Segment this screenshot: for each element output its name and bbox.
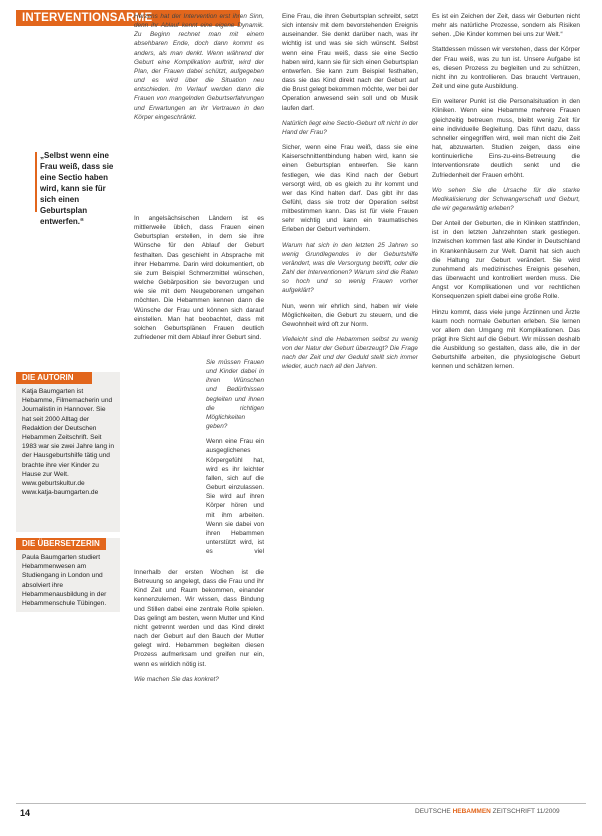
journal-prefix: DEUTSCHE	[415, 808, 451, 815]
author-box-heading: DIE AUTORIN	[16, 372, 92, 384]
interview-question: Warum hat sich in den letzten 25 Jahren so wenig Grundlegendes in der Geburtshilfe verändert, was die Versorgung betrifft, oder die Zahl der Interventionen? Warum sind die Raten so hoch und so wenig Frauen vorher aufgeklärt?	[282, 241, 418, 295]
footer-rule	[16, 803, 586, 804]
body-paragraph: In angelsächsischen Ländern ist es mittlerweile üblich, dass Frauen einen Geburtsplan erstellen, in dem sie ihre Wünsche für den Ablauf der Geburt festhalten. Das geschieht in Absprache mit ihrer Hebamme. Darin wird dokumentiert, ob sie zum Beispiel Schmerzmittel wünschen, welche Gebärposition sie bevorzugen und wie sie mit dem Neugeborenen umgehen möchten. Die Hebammen kennen dann die Wünsche der Frau und können sich darauf einstellen. Man hat beobachtet, dass mit solchen Geburtsplänen Frauen deutlich zufriedener mit dem Ablauf ihrer Geburt sind.	[134, 215, 264, 342]
column-1-narrow	[206, 358, 264, 556]
translator-box-heading: DIE ÜBERSETZERIN	[16, 538, 106, 550]
section-header: INTERVENTIONSARME GEBURTSHILFE	[16, 10, 240, 26]
journal-footer	[415, 808, 560, 815]
pull-quote: „Selbst wenn eine Frau weiß, dass sie eine Sectio haben wird, kann sie für sich einen Geburtsplan entwerfen.“	[40, 151, 114, 226]
journal-suffix: ZEITSCHRIFT 11/2009	[492, 808, 560, 815]
column-1-top	[134, 12, 264, 210]
body-paragraph: Innerhalb der ersten Wochen ist die Betreuung so angelegt, dass die Frau und ihr Kind Zeit und Raum bekommen, einander kennenzulernen. Wir wissen, dass Bindung und Stillen dabei eine zentrale Rolle spielen. Das gelingt am besten, wenn Mutter und Kind nicht getrennt werden und das Kind direkt nach der Geburt auf den Bauch der Mutter gelegt wird. Hebammen begleiten diesen Prozess aufmerksam und greifen nur ein, wenn es wirklich nötig ist.	[134, 569, 264, 668]
interview-question: Vielleicht sind die Hebammen selbst zu wenig von der Natur der Geburt überzeugt? Die Frage nach der Zeit und der Geduld stellt sich immer wieder, auch nach all den Jahren.	[282, 336, 418, 371]
body-paragraph: Hinzu kommt, dass viele junge Ärztinnen und Ärzte kaum noch normale Geburten erleben. Sie lernen vor allem den Umgang mit Komplikationen. Das prägt ihre Sicht auf die Geburt. Wir müssen deshalb die Ausbildung so gestalten, dass alle, die in der Geburtshilfe arbeiten, die physiologische Geburt kennen und schätzen lernen.	[432, 308, 580, 371]
body-paragraph: Nun, wenn wir ehrlich sind, haben wir viele Möglichkeiten, die Geburt zu steuern, und die Gewohnheit wird oft zur Norm.	[282, 302, 418, 328]
interview-question: Natürlich liegt eine Sectio-Geburt oft nicht in der Hand der Frau?	[282, 119, 418, 136]
body-paragraph: Es ist ein Zeichen der Zeit, dass wir Geburten nicht mehr als natürliche Prozesse, sondern als Risiken sehen. „Die Kinder kommen bei uns zur Welt.“	[432, 13, 580, 39]
quote-accent-bar	[35, 152, 37, 212]
body-paragraph: Der Anteil der Geburten, die in Kliniken stattfinden, ist in den letzten Jahrzehnten stark gestiegen. Inzwischen kommen fast alle Kinder in Deutschland in Krankenhäusern zur Welt. Damit hat sich auch die Haltung zur Geburt verändert. Sie wird zunehmend als medizinisches Ereignis gesehen, das überwacht und kontrolliert werden muss. Die Angst vor Komplikationen und vor rechtlichen Konsequenzen spielt dabei eine große Rolle.	[432, 220, 580, 301]
interview-question: Herzens hat der Intervention erst ihren Sinn, denn ihr Ablauf kennt eine eigene Dynamik. Zu Beginn rechnet man mit einem absehbaren Ende, doch dann kommt es anders, als man denkt. Wenn während der Geburt eine Komplikation auftritt, wird der Plan, der Frauen dabei schützt, aufgegeben und es wird über die Situation neu entschieden. Im Verlauf werden dann die Frauen von mangelnden Geburtserfahrungen und Erwartungen an ihr Vertrauen in den Körper eingeschränkt.	[134, 13, 264, 121]
journal-name: HEBAMMEN	[452, 808, 491, 815]
body-paragraph: Wenn eine Frau ein ausgeglichenes Körpergefühl hat, wird es ihr leichter fallen, sich auf die Geburt einzulassen. Sie wird auf ihren Körper hören und mit ihm arbeiten. Wenn sie dabei von ihren Hebammen unterstützt wird, ist es viel	[206, 438, 264, 556]
translator-box-text: Paula Baumgarten studiert Hebammenwesen am Studiengang in London und absolviert ihre Hebammenausbildung in der Hebammenschule Tübingen.	[22, 554, 107, 608]
body-paragraph: Stattdessen müssen wir verstehen, dass der Körper der Frau weiß, was zu tun ist. Unsere Aufgabe ist es, diesen Prozess zu begleiten und zu schützen, nicht ihn zu kontrollieren. Das braucht Vertrauen, Zeit und eine gute Ausbildung.	[432, 46, 580, 91]
body-paragraph: Ein weiterer Punkt ist die Personalsituation in den Kliniken. Wenn eine Hebamme mehrere Frauen gleichzeitig betreuen muss, bleibt wenig Zeit für eine individuelle Begleitung. Das führt dazu, dass schneller eingegriffen wird, weil man nicht die Zeit hat, abzuwarten. Studien zeigen, dass eine kontinuierliche Eins-zu-eins-Betreuung die Interventionsrate deutlich senkt und die Zufriedenheit der Frauen erhöht.	[432, 98, 580, 179]
column-1-middle	[134, 214, 264, 354]
interview-question: Sie müssen Frauen und Kinder dabei in ihren Wünschen und Bedürfnissen begleiten und ihnen die richtigen Möglichkeiten geben?	[206, 359, 264, 431]
column-3	[432, 12, 580, 798]
author-box-text: Katja Baumgarten ist Hebamme, Filmemacherin und Journalistin in Hannover. Sie hat seit 2000 Alltag der Redaktion der Deutschen Hebammen Zeitschrift. Seit 1983 war sie zwei Jahre lang in der Hausgeburtshilfe tätig und brachte ihre vier Kinder zu Hause zur Welt. www.geburtskultur.de www.katja-baumgarten.de	[22, 388, 114, 497]
author-box	[16, 372, 120, 532]
page-number: 14	[20, 808, 31, 818]
translator-box	[16, 538, 120, 612]
body-paragraph: Eine Frau, die ihren Geburtsplan schreibt, setzt sich intensiv mit dem bevorstehenden Ereignis auseinander. Sie denkt darüber nach, was ihr wichtig ist und was sie sich wünscht. Selbst wenn eine Frau weiß, dass sie eine Sectio haben wird, kann sie für sich einen Geburtsplan entwerfen. Sie kann zum Beispiel festhalten, dass sie das Kind direkt nach der Geburt auf die Brust gelegt bekommen möchte, wer bei der Operation anwesend sein soll und ob Musik laufen darf.	[282, 13, 418, 112]
interview-question: Wo sehen Sie die Ursache für die starke Medikalisierung der Schwangerschaft und Geburt, die wir gegenwärtig erleben?	[432, 186, 580, 212]
column-2	[282, 12, 418, 798]
body-paragraph: Sicher, wenn eine Frau weiß, dass sie eine Kaiserschnittentbindung haben wird, kann sie einen Geburtsplan entwerfen. Sie kann festlegen, wie das Kind nach der Geburt versorgt wird, ob es gleich zu ihr kommt und wer das Kind halten darf. Das gibt ihr das Gefühl, dass sie trotz der Operation selbst mitbestimmen kann. Das ist für viele Frauen sehr wichtig und kann ein traumatisches Erleben der Geburt verhindern.	[282, 144, 418, 234]
interview-question: Wie machen Sie das konkret?	[134, 675, 219, 683]
column-1-bottom	[134, 568, 264, 798]
